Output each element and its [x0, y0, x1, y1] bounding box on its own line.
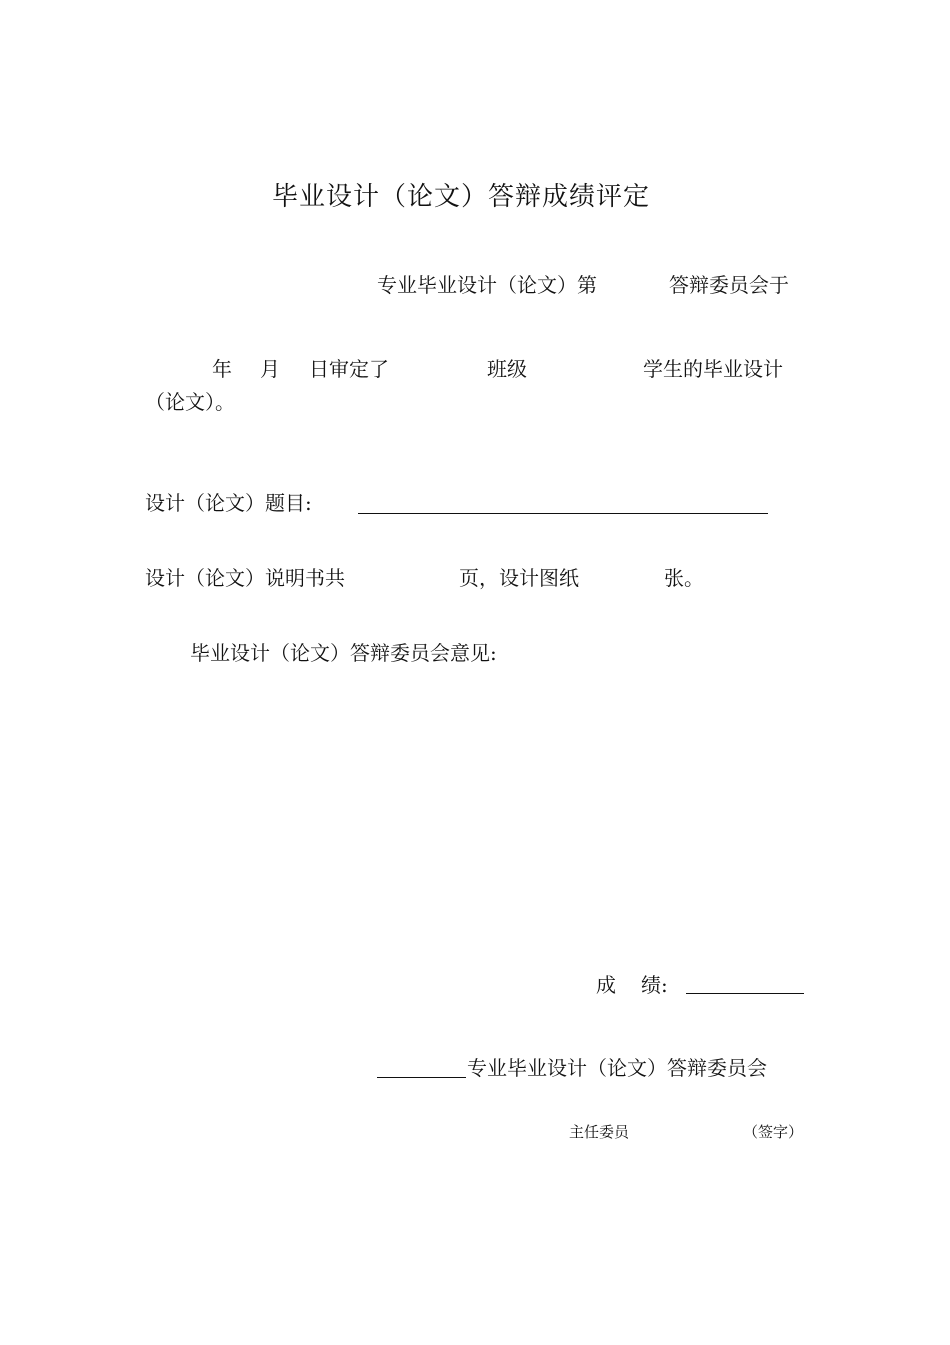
intro-year-text: 年	[212, 357, 232, 381]
intro-class-text: 班级	[487, 357, 527, 381]
score-label-char2: 绩:	[641, 973, 668, 997]
intro-major-text: 专业毕业设计（论文）第	[377, 273, 597, 297]
intro-committee-text: 答辩委员会于	[669, 273, 789, 297]
pages-count-text: 设计（论文）说明书共	[145, 566, 345, 590]
chair-label: 主任委员	[569, 1123, 630, 1141]
intro-student-text: 学生的毕业设计	[643, 357, 783, 381]
drawings-unit-text: 张。	[664, 566, 704, 590]
intro-month-text: 月	[260, 357, 280, 381]
score-underline	[686, 993, 804, 994]
page-title: 毕业设计（论文）答辩成绩评定	[272, 182, 651, 212]
topic-underline	[358, 513, 768, 514]
drawings-text: 页，设计图纸	[459, 566, 579, 590]
topic-label: 设计（论文）题目:	[145, 491, 312, 515]
intro-day-text: 日审定了	[309, 357, 389, 381]
sign-hint: （签字）	[743, 1123, 804, 1141]
major-underline	[377, 1077, 466, 1078]
score-label-char1: 成	[596, 973, 616, 997]
committee-label: 专业毕业设计（论文）答辩委员会	[467, 1056, 767, 1080]
intro-thesis-text: （论文）。	[145, 390, 235, 414]
opinion-label: 毕业设计（论文）答辩委员会意见:	[190, 641, 497, 665]
